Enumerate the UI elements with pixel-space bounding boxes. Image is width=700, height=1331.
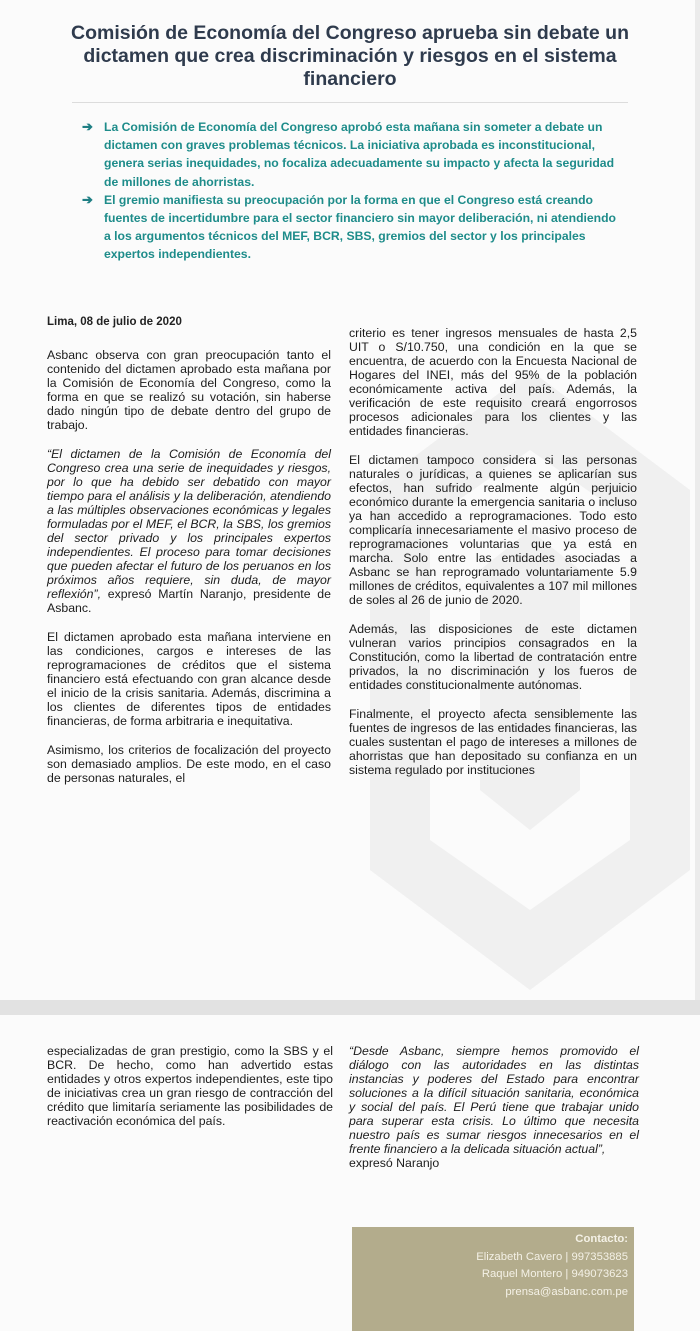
body-column-2 [349,326,637,792]
paragraph: El dictamen tampoco considera si las personas naturales o jurídicas, a quienes se aplicarían sus efectos, han sufrido realmente algún perjuicio económico durante la emergencia sanitaria o incluso ya han accedido a reprogramaciones. Todo esto complicaría innecesariamente el masivo proceso de reprogramaciones voluntarias que ya está en marcha. Solo entre las entidades asociadas a Asbanc se han reprogramado voluntariamente 5.9 millones de créditos, equivalentes a 107 mil millones de soles al 26 de junio de 2020. [349,453,637,607]
body-column-3 [47,1044,333,1143]
contact-line: Raquel Montero | 949073623 [481,1268,628,1280]
paragraph: Finalmente, el proyecto afecta sensiblemente las fuentes de ingresos de las entidades financieras, las cuales sustentan el pago de intereses a millones de ahorristas que han depositado su confianza en un sistema regulado por instituciones [349,707,637,777]
paragraph: Además, las disposiciones de este dictamen vulneran varios principios consagrados en la Constitución, como la libertad de contratación entre privados, la no discriminación y los fueros de entidades constitucionalmente autónomas. [349,622,637,692]
summary-bullets [82,118,622,264]
paragraph: criterio es tener ingresos mensuales de hasta 2,5 UIT o S/10.750, una condición en la que se encuentra, de acuerdo con la Encuesta Nacional de Hogares del INEI, más del 95% de la población económicamente activa del país. Además, la verificación de este requisito creará engorrosos procesos adicionales para los clientes y las entidades financieras. [349,326,637,438]
page-edge-shadow [695,0,700,1000]
arrow-right-icon: ➔ [82,191,93,207]
paragraph: Asimismo, los criterios de focalización del proyecto son demasiado amplios. De este modo, en el caso de personas naturales, el [47,743,331,785]
quote-paragraph [47,447,331,615]
summary-bullet-text: El gremio manifiesta su preocupación por la forma en que el Congreso está creando fuentes de incertidumbre para el sector financiero sin mayor deliberación, ni atendiendo a los argumentos técnicos del MEF, BCR, SBS, gremios del sector y los principales expertos independientes. [104,192,617,262]
quote-text: “El dictamen de la Comisión de Economía del Congreso crea una serie de inequidades y riesgos, por lo que ha debido ser debatido con mayor tiempo para el análisis y la deliberación, atendiendo a las múltiples observaciones económicas y legales formuladas por el MEF, el BCR, la SBS, los gremios del sector privado y los principales expertos independientes. El proceso para tomar decisiones que pueden afectar el futuro de los peruanos en los próximos años requiere, sin duda, de mayor reflexión”, [47,447,331,601]
paragraph: El dictamen aprobado esta mañana interviene en las condiciones, cargos e intereses de las reprogramaciones de créditos que el sistema financiero está efectuando con gran alcance desde el inicio de la crisis sanitaria. Además, discrimina a los clientes de diferentes tipos de entidades financieras, de forma arbitraria e inequitativa. [47,630,331,728]
closing-quote-attribution: expresó Naranjo [349,1156,440,1170]
contact-line: Elizabeth Cavero | 997353885 [476,1250,628,1263]
headline: Comisión de Economía del Congreso aprueba sin debate un dictamen que crea discriminación y riesgos en el sistema financiero [70,22,629,90]
summary-bullet [82,118,622,191]
contact-box [352,1227,634,1331]
contact-title: Contacto: [575,1233,628,1245]
page-separator [0,1000,700,1015]
paragraph: especializadas de gran prestigio, como la SBS y el BCR. De hecho, como han advertido estas entidades y otros expertos independientes, este tipo de iniciativas crea un gran riesgo de contracción del crédito que limitaría seriamente las posibilidades de reactivación económica del país. [47,1044,333,1128]
dateline: Lima, 08 de julio de 2020 [47,316,182,328]
summary-bullet [82,191,622,264]
closing-quote-text: “Desde Asbanc, siempre hemos promovido el diálogo con las autoridades en las distintas instancias y poderes del Estado para encontrar soluciones a la difícil situación sanitaria, económica y social del país. El Perú tiene que trabajar unido para superar esta crisis. Lo último que necesita nuestro país es sumar riesgos innecesarios en el frente financiero a la delicada situación actual”, [349,1044,639,1156]
contact-email[interactable]: prensa@asbanc.com.pe [505,1285,628,1298]
arrow-right-icon: ➔ [82,119,93,134]
paragraph: Asbanc observa con gran preocupación tanto el contenido del dictamen aprobado esta mañana por la Comisión de Economía del Congreso, como la forma en que se realizó su votación, sin haberse dado ningún tipo de debate dentro del grupo de trabajo. [47,348,331,432]
summary-bullet-text: La Comisión de Economía del Congreso aprobó esta mañana sin someter a debate un dictamen con graves problemas técnicos. La iniciativa aprobada es inconstitucional, genera serias inequidades, no focaliza adecuadamente su impacto y afecta la seguridad de millones de ahorristas. [104,120,615,189]
title-divider [72,102,628,103]
quote-attribution: expresó Martín Naranjo, presidente de Asbanc. [47,587,331,615]
body-column-4 [349,1044,639,1170]
body-column-1 [47,348,331,800]
closing-quote-paragraph [349,1044,639,1170]
